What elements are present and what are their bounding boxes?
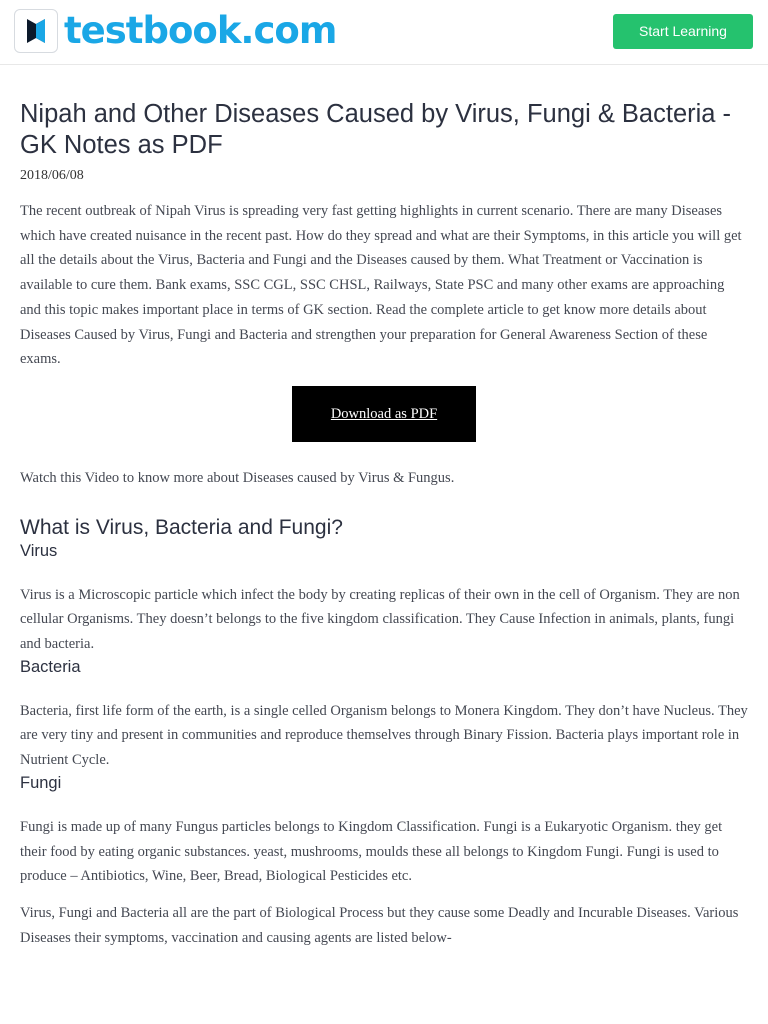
- article: [0, 99, 768, 950]
- article-title: Nipah and Other Diseases Caused by Virus, Fungi & Bacteria - GK Notes as PDF: [20, 100, 732, 159]
- virus-paragraph: Virus is a Microscopic particle which infect the body by creating replicas of their own in the cell of Organism. They are non cellular Organisms. They doesn’t belongs to the five kingdom classification. They Cause Infection in animals, plants, fungi and bacteria.: [20, 586, 740, 653]
- site-header: [0, 0, 768, 65]
- bacteria-paragraph: Bacteria, first life form of the earth, is a single celled Organism belongs to Monera Kingdom. They don’t have Nucleus. They are very tiny and present in communities and reproduce themselves through Binary Fission. Bacteria plays important role in Nutrient Cycle.: [20, 702, 748, 769]
- download-pdf-button[interactable]: Download as PDF: [292, 386, 476, 442]
- closing-paragraph: Virus, Fungi and Bacteria all are the part of Biological Process but they cause some Deadly and Incurable Diseases. Various Diseases their symptoms, vaccination and causing agents are listed below-: [20, 904, 739, 946]
- intro-paragraph: The recent outbreak of Nipah Virus is spreading very fast getting highlights in current scenario. There are many Diseases which have created nuisance in the recent past. How do they spread and what are their Symptoms, in this article you will get all the details about the Virus, Bacteria and Fungi and the Diseases caused by them. What Treatment or Vaccination is available to cure them. Bank exams, SSC CGL, SSC CHSL, Railways, State PSC and many other exams are approaching and this topic makes important place in terms of GK section. Read the complete article to get know more details about Diseases Caused by Virus, Fungi and Bacteria and strengthen your preparation for General Awareness Section of these exams.: [20, 203, 742, 368]
- download-container: [20, 386, 748, 442]
- bacteria-heading: Bacteria: [20, 657, 81, 676]
- fungi-paragraph: Fungi is made up of many Fungus particles belongs to Kingdom Classification. Fungi is a Eukaryotic Organism. they get their food by eating organic substances. yeast, mushrooms, moulds these all belongs to Kingdom Fungi. Fungi is used to produce – Antibiotics, Wine, Beer, Bread, Biological Pesticides etc.: [20, 818, 723, 885]
- start-learning-button[interactable]: Start Learning: [613, 14, 753, 49]
- virus-heading: Virus: [20, 541, 58, 560]
- logo-bookmark-icon: [14, 9, 58, 53]
- logo-text: testbook.com: [64, 9, 337, 52]
- fungi-heading: Fungi: [20, 773, 62, 792]
- article-date: 2018/06/08: [20, 168, 84, 183]
- site-logo[interactable]: [14, 9, 336, 53]
- watch-video-text: Watch this Video to know more about Diseases caused by Virus & Fungus.: [20, 469, 455, 486]
- section-heading: What is Virus, Bacteria and Fungi?: [20, 515, 343, 539]
